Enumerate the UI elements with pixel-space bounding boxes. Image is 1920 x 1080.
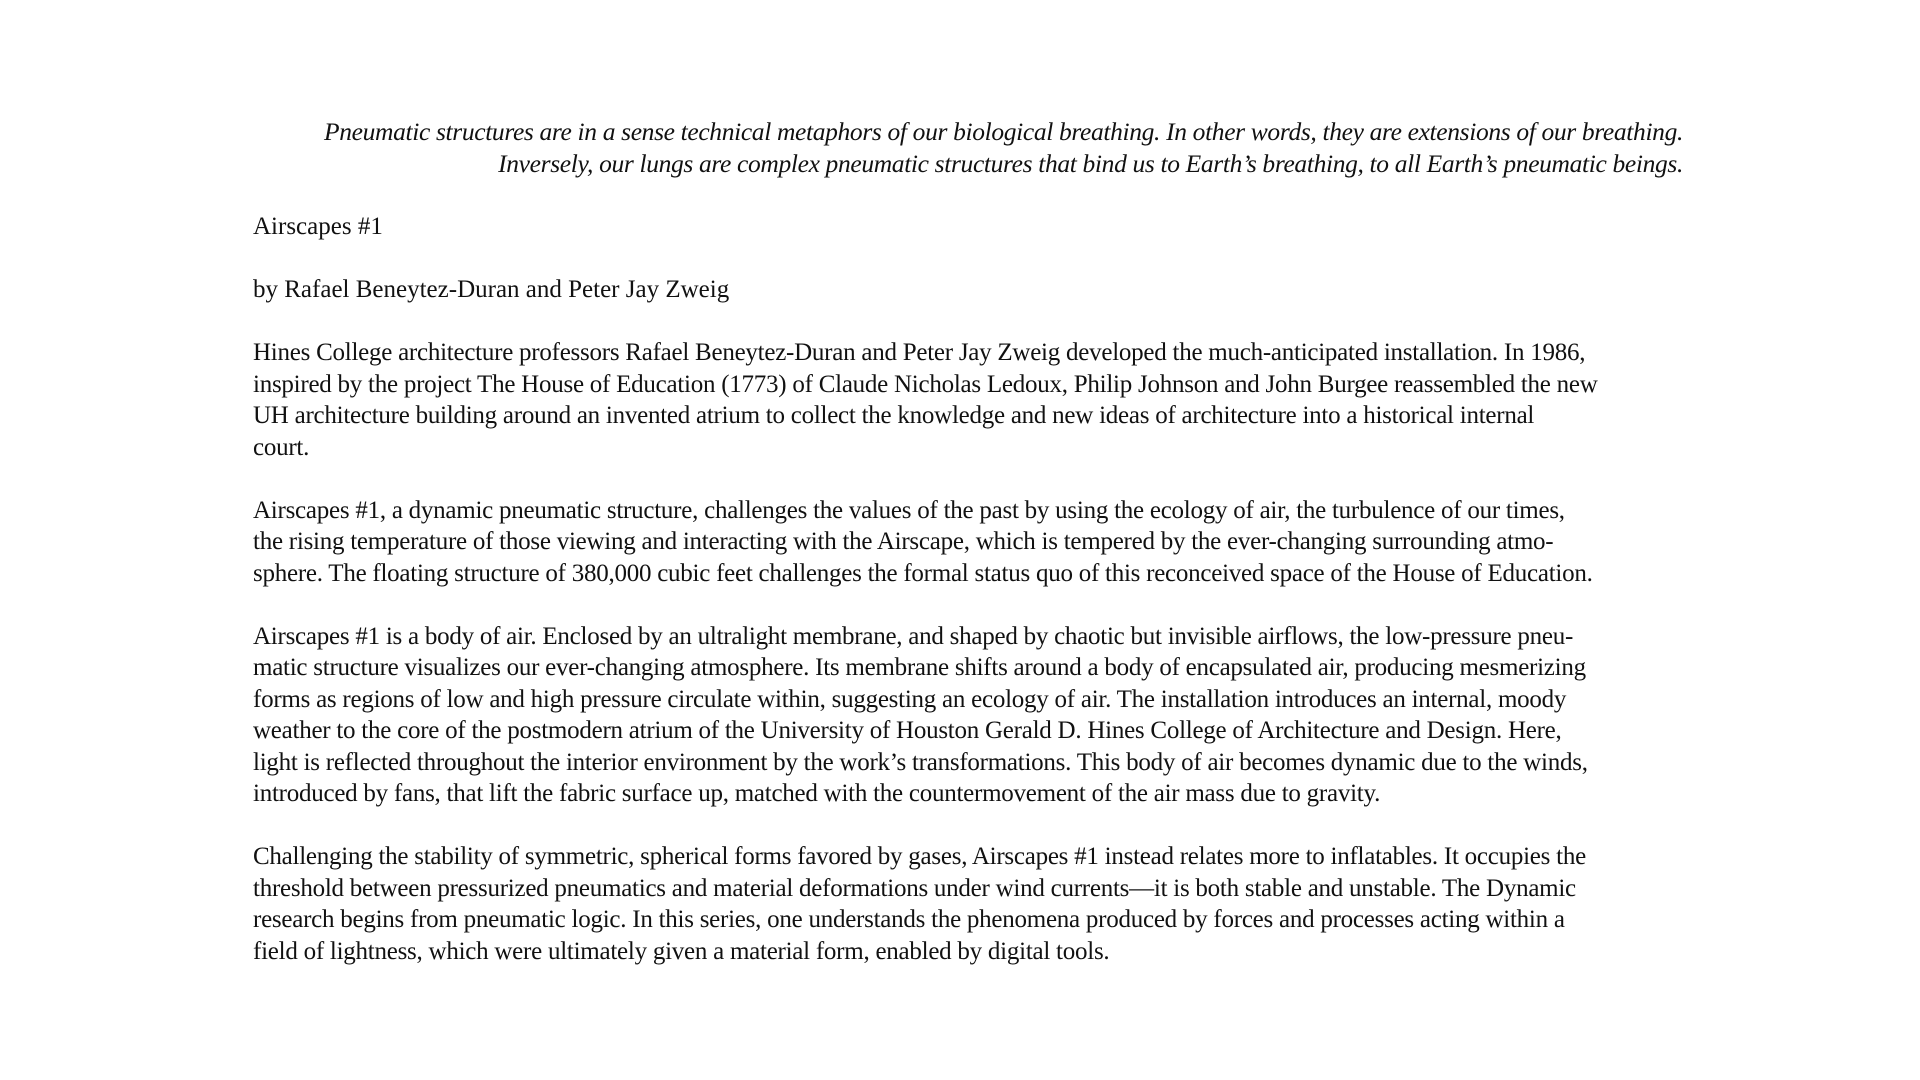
paragraph-stability [253, 841, 1683, 967]
document-page [253, 116, 1683, 999]
epigraph-line: Pneumatic structures are in a sense technical metaphors of our biological breathing. In other words, they are extensions of our breathing. [324, 117, 1683, 146]
paragraph-line: sphere. The floating structure of 380,000 cubic feet challenges the formal status quo of this reconceived space of the House of Education. [253, 559, 1593, 587]
document-title: Airscapes #1 [253, 213, 383, 240]
paragraph-line: court. [253, 433, 310, 461]
paragraph-line: light is reflected throughout the interior environment by the work’s transformations. This body of air becomes dynamic due to the winds, [253, 748, 1588, 776]
paragraph-line: introduced by fans, that lift the fabric surface up, matched with the countermovement of the air mass due to gravity. [253, 780, 1381, 807]
paragraph-line: Hines College architecture professors Rafael Beneytez-Duran and Peter Jay Zweig developed the much-anticipated installation. In 1986, [253, 339, 1586, 366]
epigraph-quote [253, 116, 1683, 179]
paragraph-intro [253, 337, 1683, 463]
paragraph-body-of-air [253, 621, 1683, 810]
paragraph-line: research begins from pneumatic logic. In this series, one understands the phenomena produced by forces and processes acting within a [253, 906, 1565, 933]
paragraph-line: inspired by the project The House of Education (1773) of Claude Nicholas Ledoux, Philip Johnson and John Burgee reassembled the new [253, 370, 1598, 398]
epigraph-line: Inversely, our lungs are complex pneumatic structures that bind us to Earth’s breathing, to all Earth’s pneumatic beings. [498, 148, 1683, 178]
paragraph-line: Airscapes #1, a dynamic pneumatic structure, challenges the values of the past by using the ecology of air, the turbulence of our times, [253, 496, 1565, 524]
paragraph-line: forms as regions of low and high pressure circulate within, suggesting an ecology of air. The installation introduces an internal, moody [253, 685, 1567, 713]
paragraph-dynamic-structure [253, 495, 1683, 590]
paragraph-line: the rising temperature of those viewing and interacting with the Airscape, which is tempered by the ever-changing surrounding atmo- [253, 528, 1554, 555]
paragraph-line: field of lightness, which were ultimately given a material form, enabled by digital tools. [253, 937, 1110, 965]
paragraph-line: matic structure visualizes our ever-changing atmosphere. Its membrane shifts around a body of encapsulated air, producing mesmerizing [253, 654, 1586, 681]
paragraph-line: Airscapes #1 is a body of air. Enclosed by an ultralight membrane, and shaped by chaotic but invisible airflows, the low-pressure pneu- [253, 622, 1574, 650]
paragraph-line: weather to the core of the postmodern atrium of the University of Houston Gerald D. Hines College of Architecture and Design. Here, [253, 717, 1562, 744]
author-byline: by Rafael Beneytez-Duran and Peter Jay Zweig [253, 276, 730, 303]
paragraph-line: Challenging the stability of symmetric, spherical forms favored by gases, Airscapes #1 instead relates more to inflatables. It occupies the [253, 843, 1586, 870]
paragraph-line: UH architecture building around an invented atrium to collect the knowledge and new ideas of architecture into a historical internal [253, 402, 1535, 429]
paragraph-line: threshold between pressurized pneumatics and material deformations under wind currents—it is both stable and unstable. The Dynamic [253, 874, 1576, 902]
